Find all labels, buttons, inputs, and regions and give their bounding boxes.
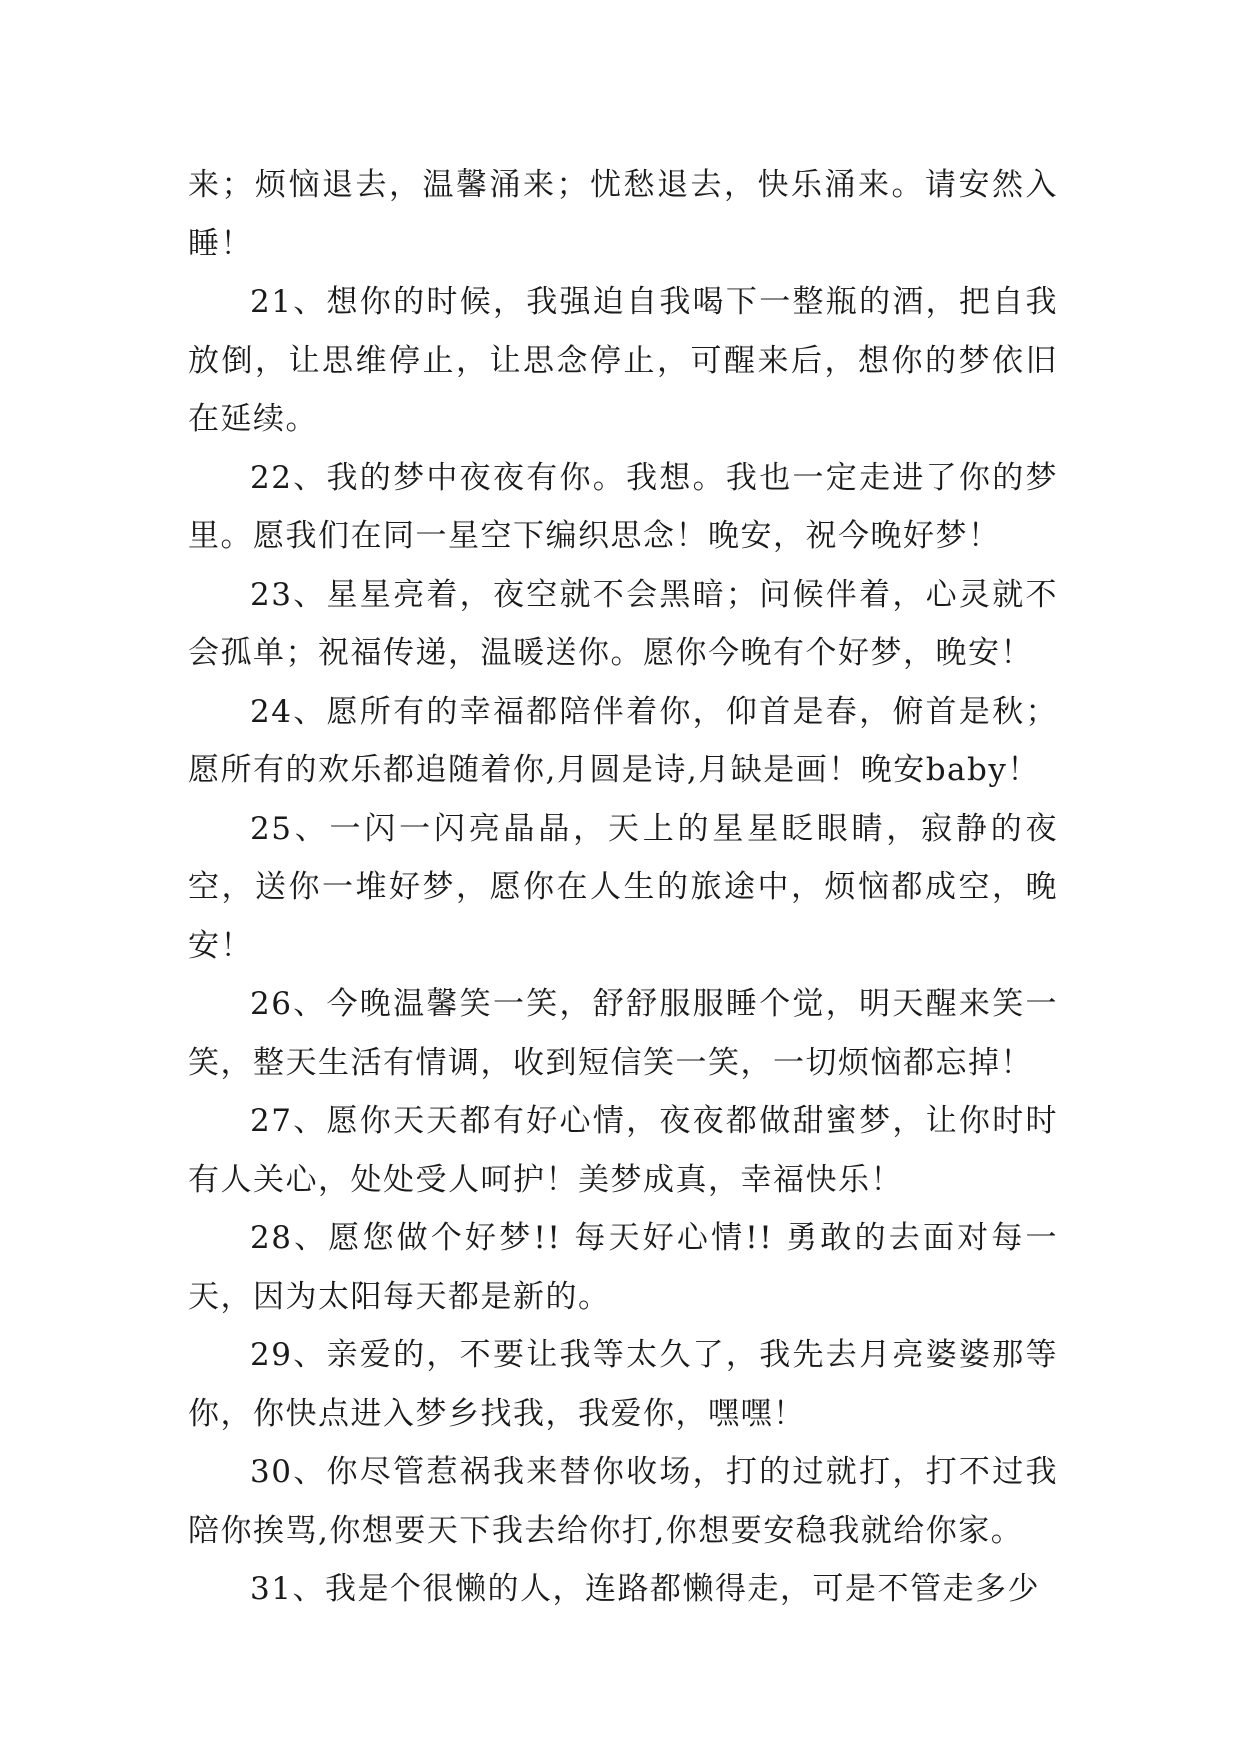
paragraph-22: 22、我的梦中夜夜有你。我想。我也一定走进了你的梦里。愿我们在同一星空下编织思念！晚安，祝今晚好梦！ bbox=[188, 459, 1058, 554]
paragraph-21: 21、想你的时候，我强迫自我喝下一整瓶的酒，把自我放倒，让思维停止，让思念停止，可醒来后，想你的梦依旧在延续。 bbox=[188, 284, 1058, 437]
document-body bbox=[188, 156, 1058, 1619]
paragraph-23: 23、星星亮着，夜空就不会黑暗；问候伴着，心灵就不会孤单；祝福传递，温暖送你。愿你今晚有个好梦，晚安！ bbox=[188, 576, 1058, 671]
paragraph-28: 28、愿您做个好梦!! 每天好心情!! 勇敢的去面对每一天，因为太阳每天都是新的。 bbox=[188, 1220, 1058, 1315]
paragraph-continuation: 来；烦恼退去，温馨涌来；忧愁退去，快乐涌来。请安然入睡！ bbox=[188, 167, 1058, 262]
paragraph-24: 24、愿所有的幸福都陪伴着你，仰首是春，俯首是秋；愿所有的欢乐都追随着你,月圆是诗,月缺是画！晚安baby！ bbox=[188, 693, 1058, 788]
paragraph-31: 31、我是个很懒的人，连路都懒得走，可是不管走多少 bbox=[250, 1571, 1040, 1607]
paragraph-27: 27、愿你天天都有好心情，夜夜都做甜蜜梦，让你时时有人关心，处处受人呵护！美梦成真，幸福快乐！ bbox=[188, 1103, 1058, 1198]
paragraph-30: 30、你尽管惹祸我来替你收场，打的过就打，打不过我陪你挨骂,你想要天下我去给你打,你想要安稳我就给你家。 bbox=[188, 1454, 1058, 1549]
paragraph-25: 25、一闪一闪亮晶晶，天上的星星眨眼睛，寂静的夜空，送你一堆好梦，愿你在人生的旅途中，烦恼都成空，晚安！ bbox=[188, 810, 1058, 964]
paragraph-26: 26、今晚温馨笑一笑，舒舒服服睡个觉，明天醒来笑一笑，整天生活有情调，收到短信笑一笑，一切烦恼都忘掉！ bbox=[188, 986, 1058, 1081]
paragraph-29: 29、亲爱的，不要让我等太久了，我先去月亮婆婆那等你，你快点进入梦乡找我，我爱你，嘿嘿！ bbox=[188, 1337, 1058, 1432]
